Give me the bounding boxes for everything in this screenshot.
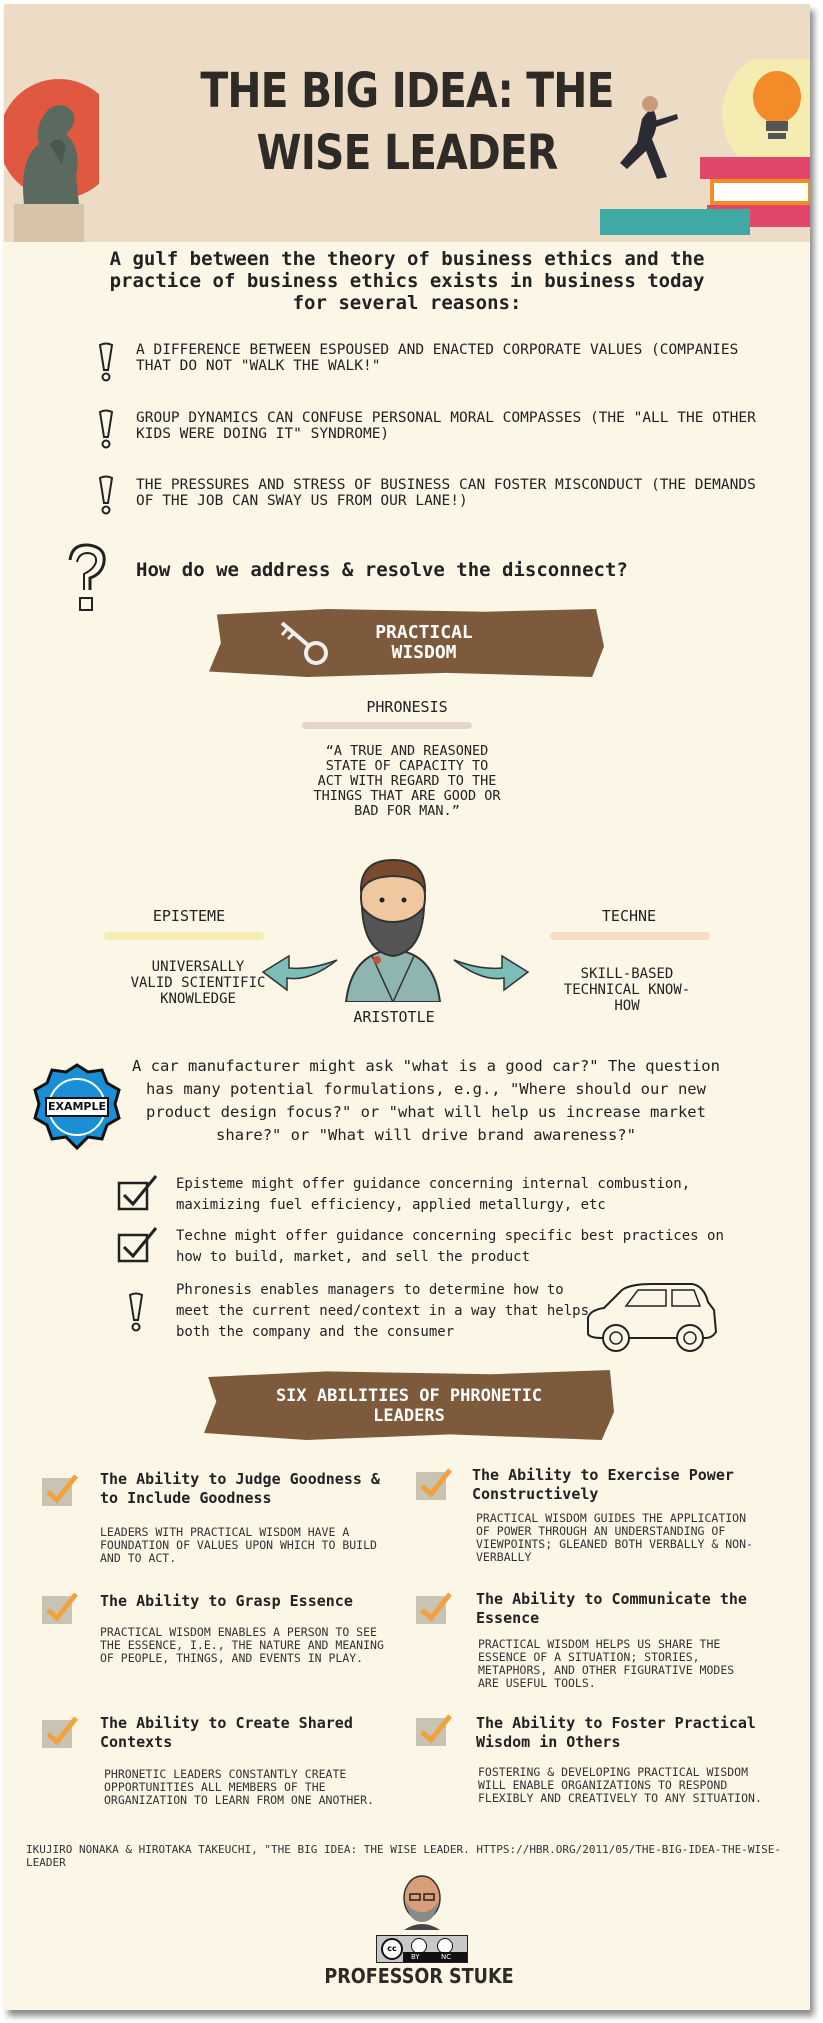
title-line-2: WISE LEADER	[256, 125, 558, 181]
example-badge-label: EXAMPLE	[47, 1100, 107, 1113]
episteme-underline	[104, 932, 264, 940]
running-woman-books-icon	[582, 59, 810, 242]
abilities-banner-line-2: LEADERS	[373, 1406, 445, 1426]
phronesis-underline	[302, 722, 472, 729]
ability-6-title: The Ability to Foster Practical Wisdom in Others	[476, 1714, 756, 1751]
check-square-icon	[40, 1714, 80, 1750]
exclamation-icon	[94, 475, 118, 515]
question-mark-icon	[64, 542, 110, 614]
practical-banner-line-1: PRACTICAL	[375, 622, 473, 643]
aristotle-portrait-icon	[342, 852, 444, 1002]
check-square-icon	[414, 1712, 454, 1748]
check-square-icon	[414, 1590, 454, 1626]
checkbox-checked-icon	[116, 1174, 158, 1212]
techne-label: TECHNE	[601, 907, 657, 925]
techne-underline	[550, 932, 710, 940]
episteme-label: EPISTEME	[152, 907, 226, 925]
question-text: How do we address & resolve the disconnect?	[136, 559, 628, 581]
citation-text: IKUJIRO NONAKA & HIROTAKA TAKEUCHI, "THE BIG IDEA: THE WISE LEADER. HTTPS://HBR.ORG/2011/05/THE-BIG-IDEA-THE-WISE-LEADER	[26, 1843, 781, 1869]
phronesis-label: PHRONESIS	[366, 698, 448, 716]
checkbox-checked-icon	[116, 1226, 158, 1264]
techne-text: SKILL-BASED TECHNICAL KNOW-HOW	[563, 966, 691, 1014]
cc-icon: cc	[381, 1938, 403, 1960]
author-name: PROFESSOR STUKE	[324, 1964, 514, 1988]
reason-1: A DIFFERENCE BETWEEN ESPOUSED AND ENACTED CORPORATE VALUES (COMPANIES THAT DO NOT "WALK THE WALK!"	[136, 342, 739, 374]
ability-1-text: LEADERS WITH PRACTICAL WISDOM HAVE A FOUNDATION OF VALUES UPON WHICH TO BUILD AND TO ACT.	[100, 1525, 377, 1565]
ability-1-title: The Ability to Judge Goodness & to Include Goodness	[100, 1470, 380, 1507]
ability-4-text: PRACTICAL WISDOM HELPS US SHARE THE ESSENCE OF A SITUATION; STORIES, METAPHORS, AND OTHER FIGURATIVE MODES ARE USEFUL TOOLS.	[478, 1637, 735, 1690]
example-bullet-episteme: Episteme might offer guidance concerning internal combustion, maximizing fuel efficiency, applied metallurgy, etc	[176, 1176, 691, 1213]
reason-3: THE PRESSURES AND STRESS OF BUSINESS CAN FOSTER MISCONDUCT (THE DEMANDS OF THE JOB CAN SWAY US FROM OUR LANE!)	[136, 477, 756, 509]
ability-3-title: The Ability to Grasp Essence	[100, 1592, 353, 1610]
ability-6-text: FOSTERING & DEVELOPING PRACTICAL WISDOM WILL ENABLE ORGANIZATIONS TO RESPOND FLEXIBLY AND CREATIVELY TO ANY SITUATION.	[478, 1765, 762, 1805]
title-line-1: THE BIG IDEA: THE	[200, 63, 614, 119]
example-text: A car manufacturer might ask "what is a good car?" The question has many potential formulations, e.g., "Where should our new product design focus?" or "what will help us increase market share?" or "What will drive brand awareness?"	[132, 1057, 720, 1144]
author-avatar	[396, 1870, 448, 1930]
car-icon	[582, 1280, 720, 1358]
abilities-banner-line-1: SIX ABILITIES OF PHRONETIC	[275, 1386, 543, 1406]
ability-2-text: PRACTICAL WISDOM GUIDES THE APPLICATION OF POWER THROUGH AN UNDERSTANDING OF VIEWPOINTS; GLEANED BOTH VERBALLY & NON-VERBALLY	[476, 1511, 753, 1564]
ability-3-text: PRACTICAL WISDOM ENABLES A PERSON TO SEE THE ESSENCE, I.E., THE NATURE AND MEANING OF PEOPLE, THINGS, AND EVENTS IN PLAY.	[100, 1625, 384, 1665]
exclamation-icon	[94, 409, 118, 449]
ability-5-text: PHRONETIC LEADERS CONSTANTLY CREATE OPPORTUNITIES ALL MEMBERS OF THE ORGANIZATION TO LEARN FROM ONE ANOTHER.	[104, 1767, 375, 1807]
header-banner	[4, 4, 810, 242]
cc-license-badge	[376, 1935, 468, 1963]
cc-nc-label: NC	[441, 1953, 452, 1961]
aristotle-label: ARISTOTLE	[353, 1008, 435, 1026]
reason-2: GROUP DYNAMICS CAN CONFUSE PERSONAL MORAL COMPASSES (THE "ALL THE OTHER KIDS WERE DOING IT" SYNDROME)	[136, 410, 756, 442]
ability-5-title: The Ability to Create Shared Contexts	[100, 1714, 353, 1751]
infographic-poster	[4, 4, 810, 2010]
example-bullet-techne: Techne might offer guidance concerning specific best practices on how to build, market, and sell the product	[176, 1228, 724, 1265]
arrow-left-icon	[259, 954, 341, 1002]
intro-text: A gulf between the theory of business ethics and the practice of business ethics exists in business today for several reasons:	[109, 248, 705, 314]
check-square-icon	[40, 1472, 80, 1508]
exclamation-icon	[94, 342, 118, 382]
practical-banner-line-2: WISDOM	[391, 642, 457, 663]
cc-by-label: BY	[411, 1953, 420, 1961]
example-bullet-phronesis: Phronesis enables managers to determine how to meet the current need/context in a way that helps both the company and the consumer	[176, 1282, 590, 1340]
episteme-text: UNIVERSALLY VALID SCIENTIFIC KNOWLEDGE	[130, 959, 266, 1007]
exclamation-icon	[124, 1292, 148, 1332]
check-square-icon	[414, 1466, 454, 1502]
ability-2-title: The Ability to Exercise Power Constructively	[472, 1466, 734, 1503]
ability-4-title: The Ability to Communicate the Essence	[476, 1590, 747, 1627]
check-square-icon	[40, 1590, 80, 1626]
phronesis-quote: “A TRUE AND REASONED STATE OF CAPACITY TO ACT WITH REGARD TO THE THINGS THAT ARE GOOD OR BAD FOR MAN.”	[313, 743, 501, 819]
arrow-right-icon	[450, 954, 532, 1002]
